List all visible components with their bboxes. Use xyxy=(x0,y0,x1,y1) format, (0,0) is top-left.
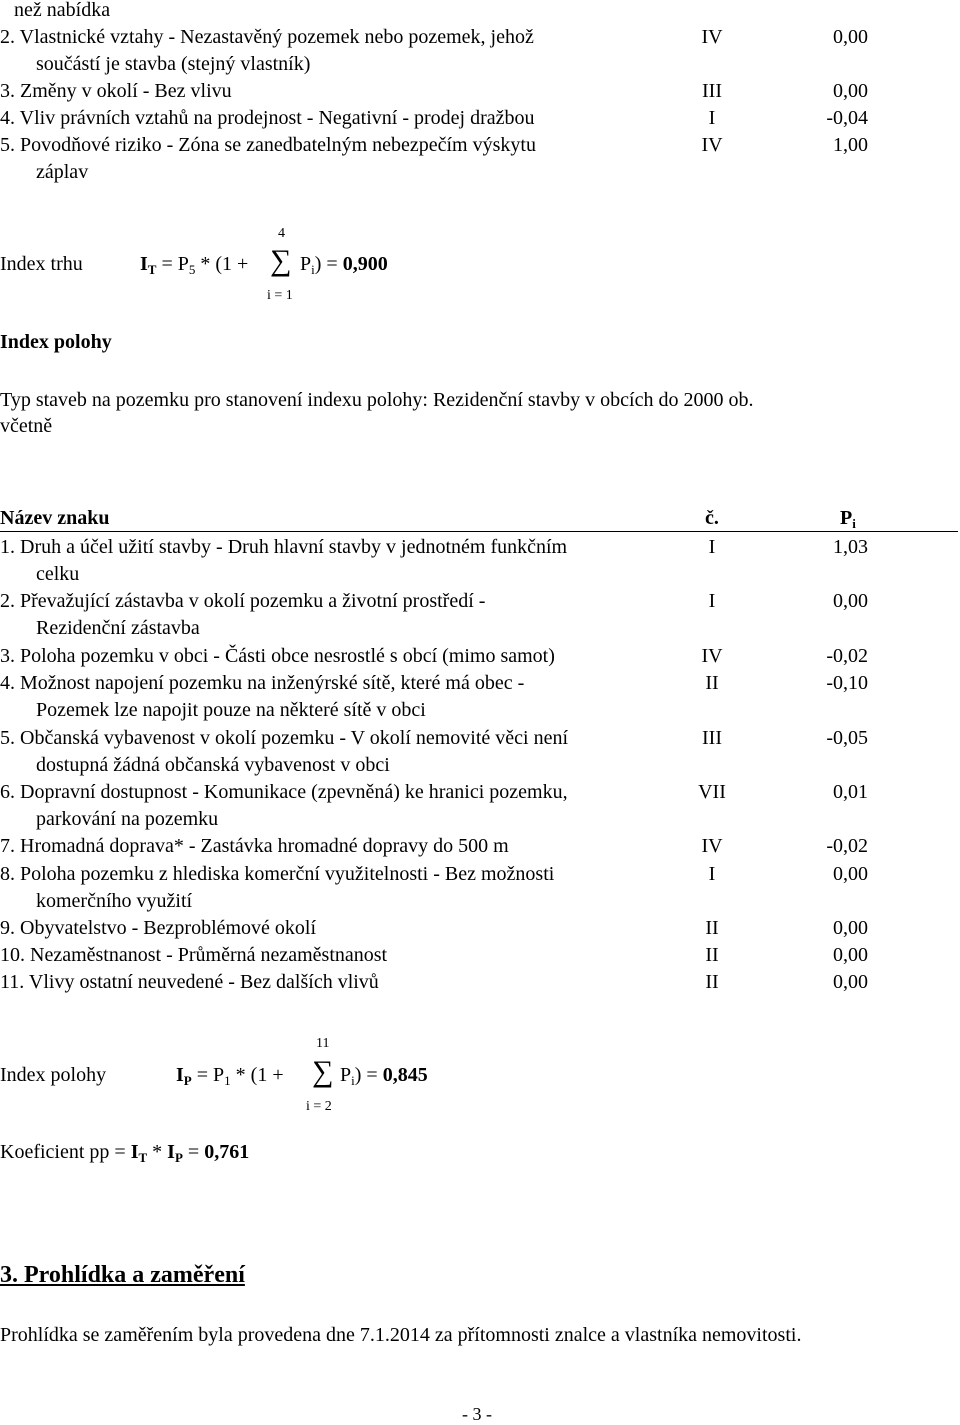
row-text: 5. Povodňové riziko - Zóna se zanedbatelným nebezpečím výskytu xyxy=(0,134,536,156)
row-level: III xyxy=(702,80,722,102)
table-row-level: III xyxy=(702,727,722,749)
table-row-text-cont: dostupná žádná občanská vybavenost v obci xyxy=(36,754,390,776)
table-row-level: II xyxy=(705,971,719,993)
table-row-value: 1,03 xyxy=(833,536,868,558)
index-polohy-label: Index polohy xyxy=(0,1064,107,1086)
formula-close: ) = xyxy=(354,1064,378,1086)
table-row-value: -0,02 xyxy=(826,835,868,857)
index-polohy-heading: Index polohy xyxy=(0,331,112,353)
koeficient-result: 0,761 xyxy=(204,1141,250,1163)
row-text: 4. Vliv právních vztahů na prodejnost - Negativní - prodej dražbou xyxy=(0,107,535,129)
table-row-text: 1. Druh a účel užití stavby - Druh hlavní stavby v jednotném funkčním xyxy=(0,536,568,558)
row-value: 0,00 xyxy=(833,26,868,48)
table-row-value: 0,00 xyxy=(833,863,868,885)
table-row-level: II xyxy=(705,672,719,694)
row-level: IV xyxy=(701,134,723,156)
formula-I: I xyxy=(176,1064,184,1086)
row-text-cont: součástí je stavba (stejný vlastník) xyxy=(36,53,311,75)
table-row-value: 0,01 xyxy=(833,781,868,803)
index-trhu-formula-end xyxy=(300,252,388,282)
formula-I: I xyxy=(140,253,148,275)
sum-upper-bound: 4 xyxy=(278,226,285,241)
koeficient-eq: = xyxy=(187,1141,200,1163)
section-heading: 3. Prohlídka a zaměření xyxy=(0,1262,245,1288)
koeficient-label: Koeficient pp = xyxy=(0,1141,126,1163)
table-row-text-cont: Rezidenční zástavba xyxy=(36,617,200,639)
table-row-text-cont: parkování na pozemku xyxy=(36,808,219,830)
table-row-level: I xyxy=(708,590,716,612)
formula-pi: P xyxy=(340,1064,352,1086)
formula-mid: * (1 + xyxy=(200,253,249,275)
koeficient-I2-sub: P xyxy=(174,1150,183,1165)
table-row-text: 4. Možnost napojení pozemku na inženýrské sítě, které má obec - xyxy=(0,672,525,694)
table-row-level: IV xyxy=(701,645,723,667)
table-row-value: 0,00 xyxy=(833,944,868,966)
row-text-cont: záplav xyxy=(36,161,89,183)
row-level: IV xyxy=(701,26,723,48)
table-row-text: 11. Vlivy ostatní neuvedené - Bez dalších vlivů xyxy=(0,971,379,993)
page-number: - 3 - xyxy=(462,1404,492,1424)
table-header-name: Název znaku xyxy=(0,507,110,529)
row-value: 1,00 xyxy=(833,134,868,156)
table-row-value: -0,05 xyxy=(826,727,868,749)
formula-close: ) = xyxy=(314,253,338,275)
index-polohy-formula xyxy=(176,1063,284,1093)
table-header-c: č. xyxy=(705,507,719,529)
koeficient-I2: I xyxy=(167,1141,175,1163)
table-row-text: 7. Hromadná doprava* - Zastávka hromadné dopravy do 500 m xyxy=(0,835,509,857)
sigma-icon: ∑ xyxy=(270,244,292,277)
row-text: než nabídka xyxy=(14,0,111,21)
table-header-p-letter: P xyxy=(840,507,853,529)
section-text: Prohlídka se zaměřením byla provedena dne 7.1.2014 za přítomnosti znalce a vlastníka nemovitosti. xyxy=(0,1324,802,1346)
table-row-text-cont: Pozemek lze napojit pouze na některé sítě v obci xyxy=(36,699,426,721)
formula-p-sub: 1 xyxy=(224,1073,231,1088)
table-row-value: 0,00 xyxy=(833,917,868,939)
table-row-level: IV xyxy=(701,835,723,857)
typ-staveb-text: Typ staveb na pozemku pro stanovení indexu polohy: Rezidenční stavby v obcích do 2000 ob. xyxy=(0,389,754,411)
koeficient-I1: I xyxy=(130,1141,139,1163)
typ-staveb-text-cont: včetně xyxy=(0,415,53,437)
formula-I-sub: T xyxy=(147,262,157,277)
table-row-text: 6. Dopravní dostupnost - Komunikace (zpevněná) ke hranici pozemku, xyxy=(0,781,568,803)
index-trhu-result: 0,900 xyxy=(342,253,388,275)
formula-p-sub: 5 xyxy=(188,262,196,277)
table-header-p-sub: i xyxy=(852,516,856,531)
table-row-value: -0,02 xyxy=(826,645,868,667)
table-row-text: 3. Poloha pozemku v obci - Části obce nesrostlé s obcí (mimo samot) xyxy=(0,645,555,667)
row-text: 3. Změny v okolí - Bez vlivu xyxy=(0,80,232,102)
koeficient-line xyxy=(0,1140,249,1170)
table-row-value: -0,10 xyxy=(826,672,868,694)
sum-lower-bound: i = 1 xyxy=(267,288,293,303)
index-trhu-label: Index trhu xyxy=(0,253,83,275)
row-text: 2. Vlastnické vztahy - Nezastavěný pozemek nebo pozemek, jehož xyxy=(0,26,534,48)
index-trhu-formula xyxy=(140,252,248,282)
formula-mid: * (1 + xyxy=(235,1064,284,1086)
row-value: -0,04 xyxy=(826,107,868,129)
table-row-text-cont: celku xyxy=(36,563,80,585)
table-row-level: I xyxy=(708,863,716,885)
table-row-text: 10. Nezaměstnanost - Průměrná nezaměstnanost xyxy=(0,944,388,966)
sum-lower-bound: i = 2 xyxy=(306,1099,332,1114)
formula-pi-sub: i xyxy=(311,262,315,277)
table-row-level: I xyxy=(708,536,716,558)
table-row-level: VII xyxy=(698,781,726,803)
table-row-level: II xyxy=(705,917,719,939)
table-header-rule xyxy=(0,531,958,532)
formula-pi-sub: i xyxy=(351,1073,355,1088)
table-row-level: II xyxy=(705,944,719,966)
index-polohy-result: 0,845 xyxy=(382,1064,428,1086)
formula-pi: P xyxy=(300,253,312,275)
formula-I-sub: P xyxy=(183,1073,192,1088)
sigma-icon: ∑ xyxy=(312,1055,334,1088)
table-row-text: 9. Obyvatelstvo - Bezproblémové okolí xyxy=(0,917,317,939)
sum-upper-bound: 11 xyxy=(316,1036,330,1051)
table-row-value: 0,00 xyxy=(833,590,868,612)
table-row-text: 2. Převažující zástavba v okolí pozemku a životní prostředí - xyxy=(0,590,486,612)
table-row-value: 0,00 xyxy=(833,971,868,993)
index-polohy-formula-end xyxy=(340,1063,428,1093)
table-row-text: 8. Poloha pozemku z hlediska komerční využitelnosti - Bez možnosti xyxy=(0,863,555,885)
koeficient-I1-sub: T xyxy=(138,1150,148,1165)
table-row-text: 5. Občanská vybavenost v okolí pozemku - V okolí nemovité věci není xyxy=(0,727,569,749)
koeficient-star: * xyxy=(152,1141,163,1163)
row-value: 0,00 xyxy=(833,80,868,102)
formula-eq: = P xyxy=(196,1064,225,1086)
row-level: I xyxy=(708,107,716,129)
table-row-text-cont: komerčního využití xyxy=(36,890,193,912)
formula-eq: = P xyxy=(161,253,189,275)
